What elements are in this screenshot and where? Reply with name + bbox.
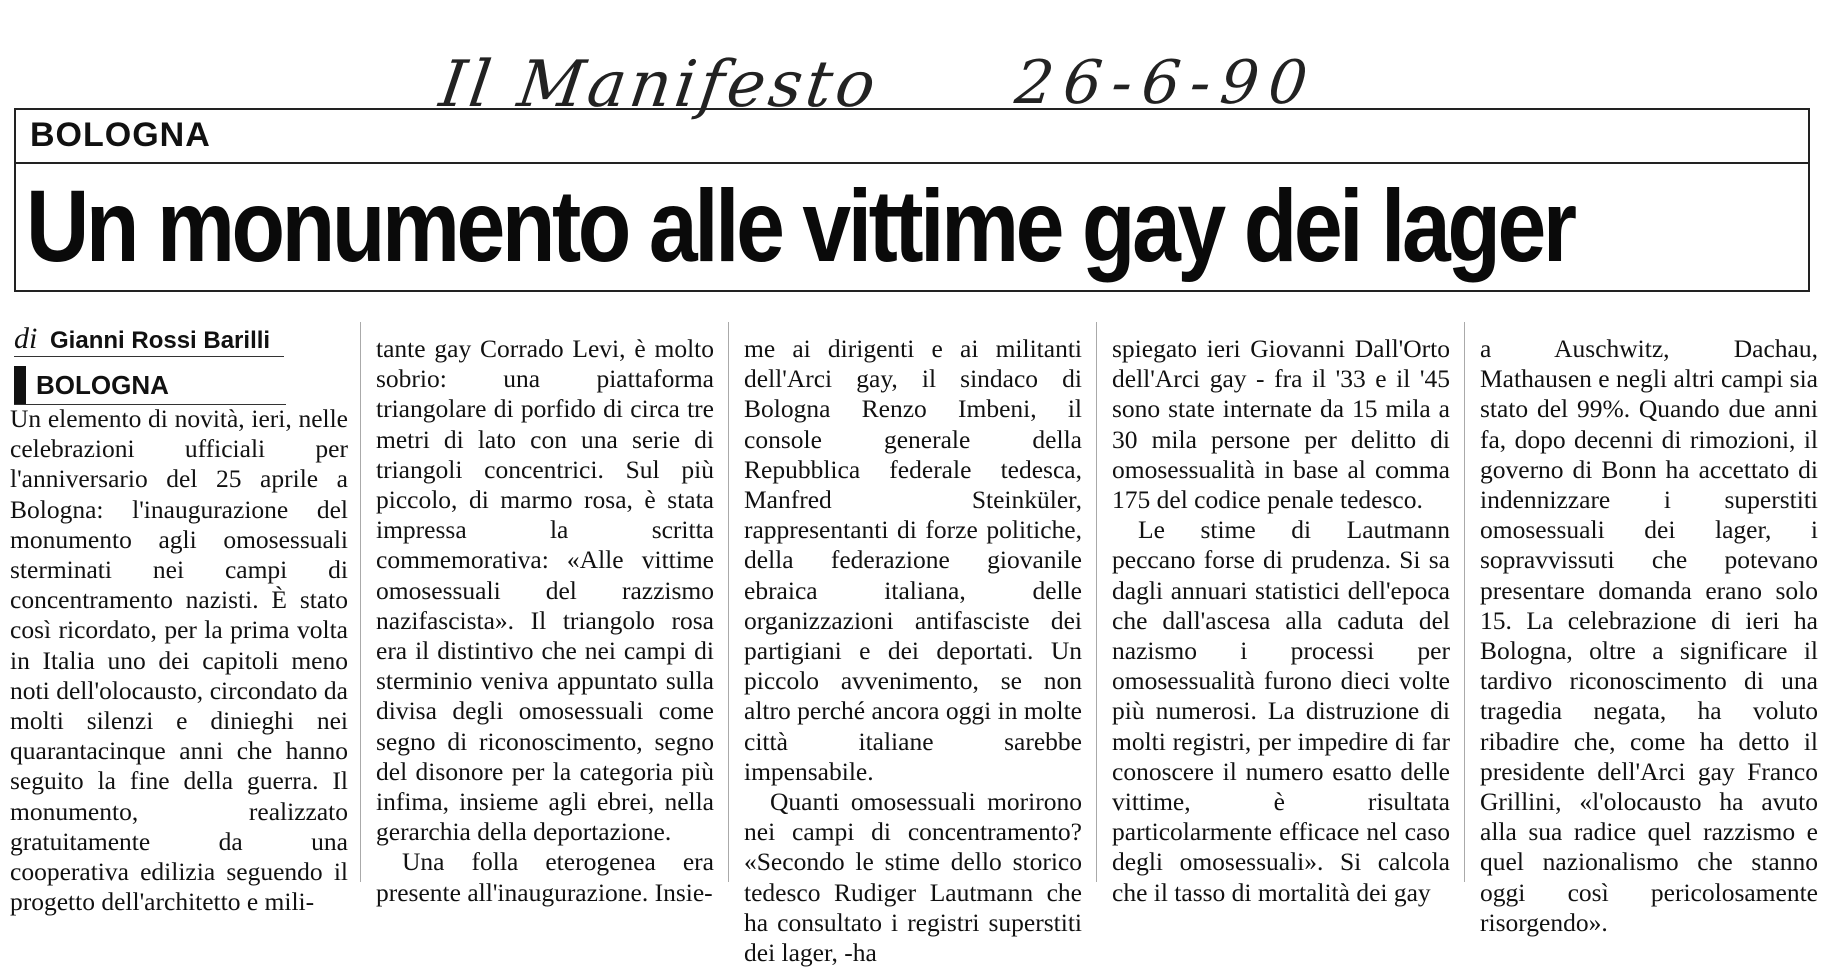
- byline-divider: [14, 356, 284, 357]
- dateline-box: [14, 366, 286, 405]
- column-divider: [1096, 322, 1097, 882]
- column-3-paragraph-1: me ai dirigenti e ai militanti dell'Arci gay, il sindaco di Bologna Renzo Imbeni, il console generale della Repubblica federale tedesca, Manfred Steinküler, rappresentanti di forze politiche, della federazione giovanile ebraica italiana, delle organizzazioni antifasciste dei partigiani e dei deportati. Un piccolo avvenimento, se non altro perché ancora oggi in molte città italiane sarebbe impensabile.: [744, 334, 1082, 786]
- byline: [14, 322, 270, 356]
- column-2-paragraph-1: tante gay Corrado Levi, è molto sobrio: una piattaforma triangolare di porfido di circa tre metri di lato con una serie di triangoli concentrici. Sul più piccolo, di marmo rosa, è stata impressa la scritta commemorativa: «Alle vittime omosessuali del razzismo nazifascista». Il triangolo rosa era il distintivo che nei campi di sterminio veniva appuntato sulla divisa degli omosessuali come segno di riconoscimento, segno del disonore per la categoria più infima, insieme agli ebrei, nella gerarchia della deportazione.: [376, 334, 714, 847]
- headline-box: [14, 108, 1810, 292]
- column-4-paragraph-2: Le stime di Lautmann peccano forse di prudenza. Si sa dagli annuari statistici dell'epoca che dall'ascesa alla caduta del nazismo i processi per omosessualità furono dieci volte più numerosi. La distruzione di molti registri, per impedire di far conoscere il numero esatto delle vittime, è risultata particolarmente efficace nel caso degli omosessuali». Si calcola che il tasso di mortalità dei gay: [1112, 515, 1450, 907]
- byline-author: Gianni Rossi Barilli: [50, 327, 271, 354]
- column-divider: [360, 322, 361, 882]
- section-kicker: BOLOGNA: [30, 116, 211, 154]
- column-divider: [728, 322, 729, 882]
- column-divider: [1464, 322, 1465, 882]
- article-column-3: [744, 334, 1082, 968]
- article-column-2: [376, 334, 714, 908]
- column-3-paragraph-2: Quanti omosessuali morirono nei campi di concentramento? «Secondo le stime dello storico tedesco Rudiger Lautmann che ha consultato i registri superstiti dei lager, -ha: [744, 787, 1082, 968]
- column-1-paragraph-1: Un elemento di novità, ieri, nelle celebrazioni ufficiali per l'anniversario del 25 aprile a Bologna: l'inaugurazione del monumento agli omosessuali sterminati nei campi di concentramento nazisti. È stato così ricordato, per la prima volta in Italia uno dei capitoli meno noti dell'olocausto, circondato da molti silenzi e dinieghi nei quarantacinque anni che hanno seguito la fine della guerra. Il monumento, realizzato gratuitamente da una cooperativa edilizia seguendo il progetto dell'architetto e mili-: [10, 404, 348, 917]
- dateline-marker: [14, 366, 26, 404]
- dateline: BOLOGNA: [36, 370, 169, 400]
- handwritten-paper-name: Il Manifesto: [435, 48, 884, 122]
- kicker-divider: [16, 162, 1808, 164]
- byline-prefix: di: [14, 322, 38, 355]
- column-2-paragraph-2: Una folla eterogenea era presente all'inaugurazione. Insie-: [376, 847, 714, 907]
- handwritten-date: 26-6-90: [1011, 48, 1321, 118]
- article-column-5: [1480, 334, 1818, 938]
- article-column-1: [10, 404, 348, 917]
- column-4-paragraph-1: spiegato ieri Giovanni Dall'Orto dell'Arci gay - fra il '33 e il '45 sono state internate da 15 mila a 30 mila persone per delitto di omosessualità in base al comma 175 del codice penale tedesco.: [1112, 334, 1450, 515]
- column-5-paragraph-1: a Auschwitz, Dachau, Mathausen e negli altri campi sia stato del 99%. Quando due anni fa, dopo decenni di rimozioni, il governo di Bonn ha accettato di indennizzare i superstiti omosessuali dei lager, i sopravvissuti che potevano presentare domanda erano solo 15. La celebrazione di ieri ha Bologna, oltre a significare il tardivo riconoscimento di una tragedia negata, ha voluto ribadire che, come ha detto il presidente dell'Arci gay Franco Grillini, «l'olocausto ha avuto alla sua radice quel razzismo e quel nazionalismo che stanno oggi così pericolosamente risorgendo».: [1480, 334, 1818, 937]
- article-column-4: [1112, 334, 1450, 908]
- article-headline: Un monumento alle vittime gay dei lager: [26, 169, 1574, 283]
